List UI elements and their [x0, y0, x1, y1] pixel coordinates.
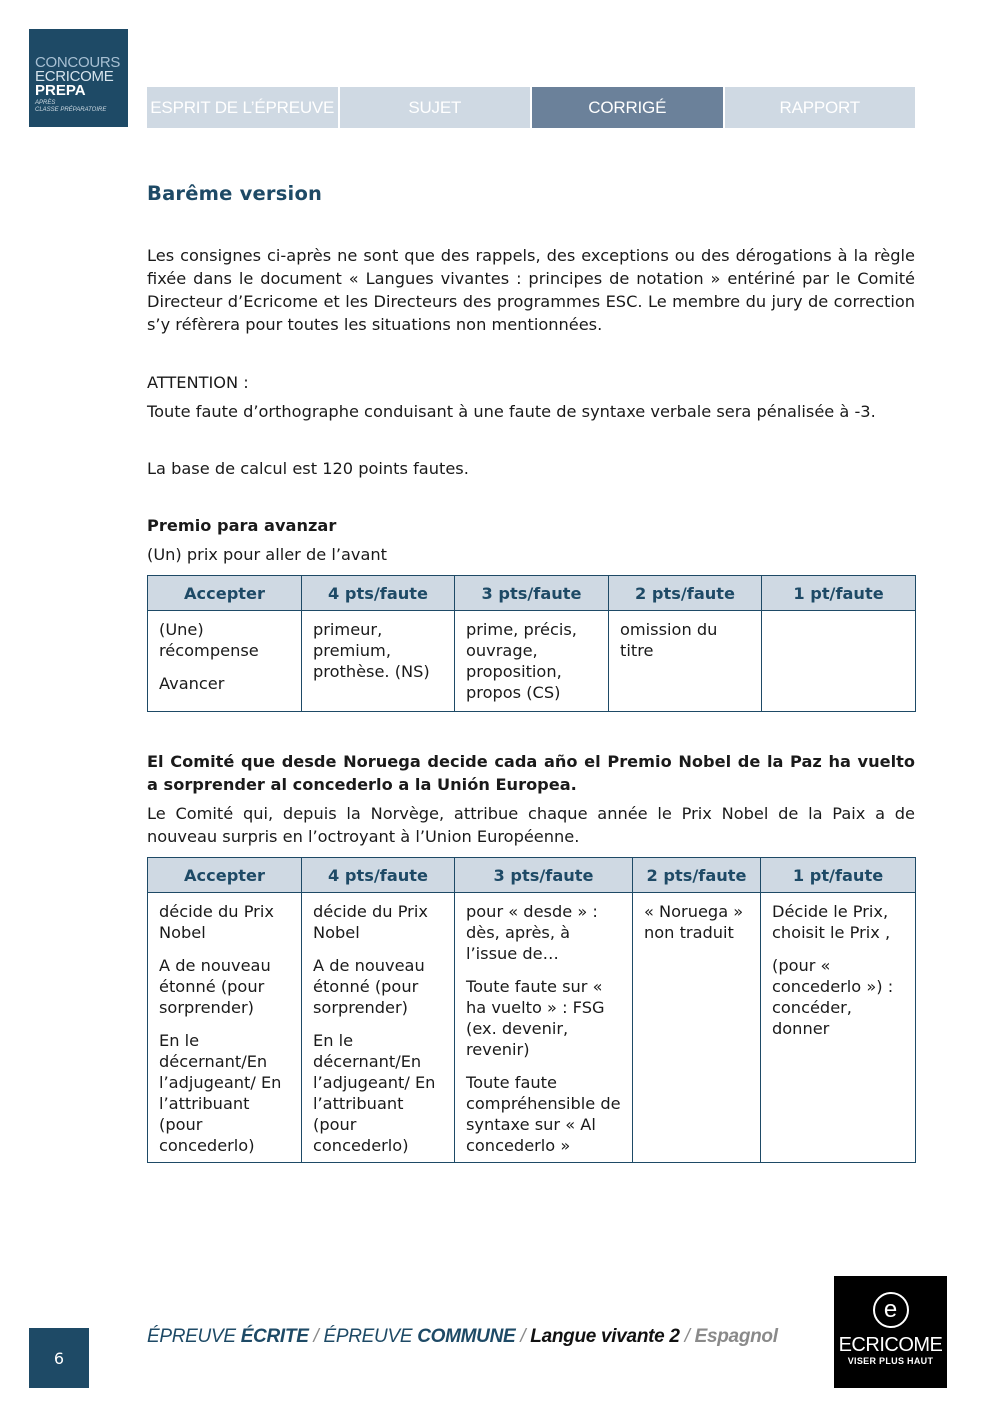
logo-line: CONCOURS	[35, 54, 121, 71]
table-cell	[633, 893, 761, 1163]
column-header: 2 pts/faute	[633, 858, 761, 893]
column-header: 4 pts/faute	[302, 576, 455, 611]
column-header: 1 pt/faute	[761, 858, 916, 893]
table-cell	[609, 611, 762, 712]
cell-entry: En le décernant/En l’adjugeant/ En l’attribuant (pour concederlo)	[313, 1031, 436, 1155]
cell-entry: (pour « concederlo ») : concéder, donner	[772, 956, 894, 1038]
source-phrase-2: El Comité que desde Noruega decide cada año el Premio Nobel de la Paz ha vuelto a sorprender al concederlo a la Unión Europea.	[147, 752, 915, 794]
tab-corrige[interactable]: CORRIGÉ	[532, 87, 723, 128]
cell-entry: décide du Prix Nobel	[159, 902, 274, 942]
main-content	[147, 180, 915, 1163]
tab-esprit[interactable]: ESPRIT DE L’ÉPREUVE	[147, 87, 338, 128]
brand-name: ECRICOME	[838, 1334, 943, 1356]
cell-entry: primeur, premium, prothèse. (NS)	[313, 620, 430, 681]
footer-part: ÉCRITE	[240, 1326, 309, 1347]
column-header: Accepter	[148, 576, 302, 611]
page-number: 6	[29, 1328, 89, 1388]
footer-separator: /	[679, 1326, 695, 1347]
cell-entry: « Noruega » non traduit	[644, 902, 744, 942]
column-header: 3 pts/faute	[455, 576, 609, 611]
concours-logo	[29, 29, 128, 127]
footer-part: Espagnol	[694, 1326, 778, 1347]
cell-entry: décide du Prix Nobel	[313, 902, 428, 942]
table-cell	[455, 893, 633, 1163]
grading-table-2	[147, 857, 916, 1163]
logo-line: ECRICOME	[35, 68, 114, 85]
table-cell	[762, 611, 916, 712]
table-header-row	[148, 576, 916, 611]
cell-entry: Avancer	[159, 674, 225, 693]
cell-entry: A de nouveau étonné (pour sorprender)	[159, 956, 271, 1017]
table-cell	[302, 893, 455, 1163]
table-cell	[455, 611, 609, 712]
cell-entry: En le décernant/En l’adjugeant/ En l’attribuant (pour concederlo)	[159, 1031, 282, 1155]
source-phrase-1: Premio para avanzar	[147, 516, 337, 535]
tab-rapport[interactable]: RAPPORT	[725, 87, 916, 128]
table-cell	[302, 611, 455, 712]
footer-part: COMMUNE	[417, 1326, 516, 1347]
tab-sujet[interactable]: SUJET	[340, 87, 531, 128]
table-row	[148, 611, 916, 712]
footer-part: ÉPREUVE	[323, 1326, 418, 1347]
cell-entry: prime, précis, ouvrage, proposition, propos (CS)	[466, 620, 577, 702]
intro-paragraph: Les consignes ci-après ne sont que des rappels, des exceptions ou des dérogations à la règle fixée dans le document « Langues vivantes : principes de notation » entériné par le Comité Directeur d’Ecricome et les Directeurs des programmes ESC. Le membre du jury de correction s’y réfèrera pour toutes les situations non mentionnées.	[147, 246, 915, 334]
column-header: 3 pts/faute	[455, 858, 633, 893]
cell-entry: omission du titre	[620, 620, 718, 660]
ecricome-e-icon: e	[873, 1292, 909, 1328]
grading-table-1	[147, 575, 916, 712]
cell-entry: Toute faute sur « ha vuelto » : FSG (ex. devenir, revenir)	[466, 977, 605, 1059]
cell-entry: Décide le Prix, choisit le Prix ,	[772, 902, 891, 942]
logo-line: APRÈS CLASSE PRÉPARATOIRE	[35, 100, 107, 113]
column-header: 4 pts/faute	[302, 858, 455, 893]
cell-entry: Toute faute compréhensible de syntaxe sur « Al concederlo »	[466, 1073, 621, 1155]
table-cell	[148, 893, 302, 1163]
base-paragraph: La base de calcul est 120 points fautes.	[147, 459, 469, 478]
translation-phrase-1: (Un) prix pour aller de l’avant	[147, 545, 387, 564]
table-row	[148, 893, 916, 1163]
cell-entry: (Une) récompense	[159, 620, 259, 660]
footer-separator: /	[515, 1326, 531, 1347]
rule-paragraph: Toute faute d’orthographe conduisant à une faute de syntaxe verbale sera pénalisée à -3.	[147, 402, 876, 421]
brand-tagline: VISER PLUS HAUT	[847, 1356, 934, 1366]
attention-label: ATTENTION :	[147, 373, 249, 392]
section-tabs	[147, 87, 915, 128]
page-title: Barême version	[147, 182, 323, 205]
translation-phrase-2: Le Comité qui, depuis la Norvège, attribue chaque année le Prix Nobel de la Paix a de nouveau surpris en l’octroyant à l’Union Européenne.	[147, 804, 915, 846]
table-cell	[148, 611, 302, 712]
column-header: 2 pts/faute	[609, 576, 762, 611]
cell-entry: pour « desde » : dès, après, à l’issue de…	[466, 902, 598, 963]
ecricome-brand-logo	[834, 1276, 947, 1388]
footer-separator: /	[308, 1326, 324, 1347]
footer-part: ÉPREUVE	[147, 1326, 241, 1347]
column-header: Accepter	[148, 858, 302, 893]
table-header-row	[148, 858, 916, 893]
column-header: 1 pt/faute	[762, 576, 916, 611]
footer-part: Langue vivante 2	[530, 1326, 680, 1347]
logo-line: PREPA	[35, 82, 86, 99]
table-cell	[761, 893, 916, 1163]
footer-caption	[147, 1326, 778, 1348]
cell-entry: A de nouveau étonné (pour sorprender)	[313, 956, 425, 1017]
